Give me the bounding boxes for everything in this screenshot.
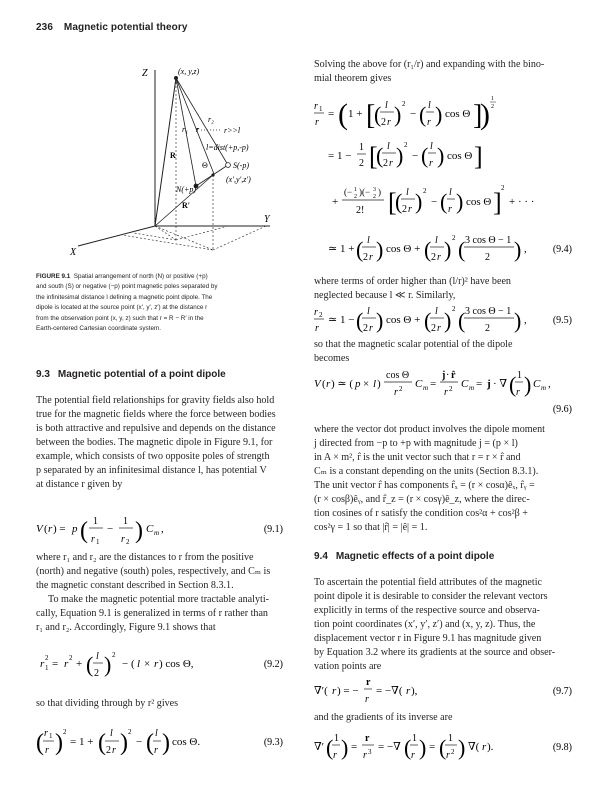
- svg-text:l: l: [435, 306, 438, 317]
- svg-text:),: ),: [411, 685, 418, 697]
- svg-text:): ): [162, 730, 170, 756]
- equation-9-3-label: (9.3): [263, 737, 283, 748]
- svg-text:(: (: [146, 730, 154, 756]
- svg-text:+ · · ·: + · · ·: [509, 196, 535, 208]
- equation-9-1: [36, 510, 298, 550]
- svg-text:−: −: [431, 196, 438, 208]
- svg-text:2: 2: [63, 728, 67, 736]
- svg-text:r: r: [91, 534, 95, 545]
- svg-text:×: ×: [363, 378, 370, 390]
- svg-text:−: −: [412, 150, 419, 162]
- svg-text:C: C: [461, 378, 469, 390]
- svg-text:): ): [55, 730, 63, 756]
- equation-9-7: [314, 674, 576, 710]
- svg-text:1: 1: [448, 733, 453, 744]
- l-dist-label: l=dist(+p,-p): [206, 143, 249, 152]
- svg-text:(−: (−: [344, 187, 353, 197]
- svg-text:(: (: [374, 102, 382, 127]
- svg-text:− (: − (: [122, 658, 135, 670]
- equation-9-8-label: (9.8): [552, 742, 572, 753]
- svg-text:): ): [104, 652, 112, 677]
- svg-text:): ): [480, 98, 490, 131]
- svg-text:,: ,: [524, 314, 527, 326]
- svg-text:(: (: [458, 308, 466, 333]
- svg-text:=: =: [430, 378, 437, 390]
- south-pole-dot: [226, 163, 231, 168]
- svg-text:r: r: [333, 750, 337, 761]
- svg-text:(: (: [421, 143, 429, 168]
- figure-caption: FIGURE 9.1 Spatial arrangement of north (N) or positive (+p) and south (S) or negative (−p) point magnetic poles separated by the infinitesimal distance l defining a magnetic point dipole. The dipole is located at the source point (x′, y′, z′) at the distance r from the observation point (x, y, z) such that r = R − R′ in the Earth-centered Cartesian coordinate system.: [36, 273, 218, 333]
- r-gg-l-label: r>>l: [224, 126, 241, 135]
- svg-text:1: 1: [517, 370, 522, 381]
- theta-label: Θ: [202, 161, 208, 170]
- svg-text:(: (: [376, 143, 384, 168]
- svg-text:r: r: [429, 158, 433, 169]
- svg-text:r: r: [45, 745, 49, 756]
- right-paragraph-5: To ascertain the potential field attributes of the magnetic point dipole it is desirable to consider the relevant vectors explicitly in terms of the respective source and observa- tion point coordinates (x′, y′, z′) and (x, y, z). Thus, the displacement vector r in Figure 9.1 has magnitude given by Equation 3.2 where its gradients at the source and obser- vation points are: [314, 577, 556, 672]
- svg-text:l: l: [406, 187, 409, 198]
- svg-text:2: 2: [363, 323, 368, 334]
- svg-text:·: ·: [446, 370, 450, 381]
- left-paragraph-4: so that dividing through by r² gives: [36, 698, 179, 709]
- svg-text:r: r: [365, 733, 370, 744]
- svg-text:r: r: [389, 158, 393, 169]
- svg-text:l: l: [96, 651, 99, 662]
- svg-text:r: r: [40, 658, 45, 670]
- page-number: 236: [36, 22, 53, 33]
- svg-text:): ): [444, 308, 452, 333]
- svg-text:]: ]: [473, 100, 483, 131]
- equation-9-4: [314, 92, 576, 274]
- svg-text:r: r: [44, 728, 48, 739]
- svg-text:r: r: [427, 117, 431, 128]
- svg-text:2: 2: [452, 305, 456, 313]
- svg-text:1: 1: [354, 187, 357, 193]
- svg-text:(: (: [424, 237, 432, 262]
- svg-text:r: r: [369, 323, 373, 334]
- svg-text:,: ,: [524, 243, 527, 255]
- svg-text:r: r: [448, 204, 452, 215]
- svg-text:]: ]: [493, 188, 502, 217]
- svg-text:(: (: [98, 730, 106, 756]
- svg-text:−: −: [136, 736, 143, 748]
- svg-text:(: (: [86, 652, 94, 677]
- right-paragraph-2: where terms of order higher than (l/r)² have been neglected because l ≪ r. Similarly,: [314, 276, 511, 301]
- svg-text:): ): [120, 730, 128, 756]
- caption-label: FIGURE 9.1: [36, 273, 71, 280]
- svg-text:2: 2: [354, 194, 357, 200]
- svg-text:2: 2: [423, 187, 427, 195]
- svg-text:r: r: [444, 387, 448, 398]
- section-heading-9-4: 9.4 Magnetic effects of a point dipole: [314, 551, 495, 562]
- svg-text:r: r: [332, 685, 337, 697]
- svg-text:−: −: [107, 523, 114, 535]
- running-header: [36, 22, 188, 33]
- svg-text:=: =: [351, 741, 358, 753]
- svg-text:j: j: [487, 378, 491, 390]
- svg-text:∇′(: ∇′(: [314, 685, 328, 697]
- right-paragraph-3: so that the magnetic scalar potential of the dipole becomes: [314, 339, 513, 364]
- svg-text:): ): [444, 237, 452, 262]
- source-point-label: (x′,y′,z′): [226, 175, 251, 184]
- svg-text:(: (: [424, 308, 432, 333]
- svg-text:cos Θ: cos Θ: [445, 108, 471, 120]
- svg-text:r: r: [154, 745, 158, 756]
- svg-text:1: 1: [359, 142, 364, 153]
- svg-text:cos Θ.: cos Θ.: [172, 736, 201, 748]
- svg-text:r: r: [314, 307, 318, 318]
- svg-text:2: 2: [485, 323, 490, 334]
- svg-text:(: (: [458, 237, 466, 262]
- svg-text:): ): [378, 187, 381, 197]
- svg-text:= 1 +: = 1 +: [70, 736, 94, 748]
- svg-text:· ∇: · ∇: [493, 378, 508, 390]
- svg-text:r: r: [406, 685, 411, 697]
- svg-text:l: l: [428, 100, 431, 111]
- svg-text:r: r: [408, 204, 412, 215]
- svg-text:) cos Θ,: ) cos Θ,: [159, 658, 194, 670]
- svg-text:2: 2: [431, 323, 436, 334]
- svg-text:]: ]: [474, 142, 483, 171]
- z-axis-label: Z: [142, 68, 148, 79]
- svg-text:2: 2: [45, 654, 49, 662]
- svg-text:r: r: [121, 534, 125, 545]
- vector-r2-label: r₂: [208, 115, 214, 124]
- svg-text:1: 1: [319, 105, 323, 113]
- svg-text:r̂: r̂: [451, 370, 456, 381]
- right-paragraph-4: where the vector dot product involves the dipole moment j directed from −p to +p with magnitude j = (p × l) in A × m², r̂ is the unit vector such that r = r × r̂ and Cₘ is a constant depending on the units (Section 8.3.1). The unit vector r̂ has components r̂ₓ = (r × cosα)êₓ, r̂ᵧ = (r × cosβ)êᵧ, and r̂_z = (r × cosγ)ê_z, where the direc- tion cosines of r satisfy the condition cos²α + cos²β + cos²γ = 1 so that |r̂| = |ê| = 1.: [314, 424, 545, 533]
- figure-9-1: [30, 58, 305, 278]
- svg-text:2: 2: [383, 158, 388, 169]
- svg-text:).: ).: [487, 741, 494, 753]
- svg-text:2: 2: [485, 252, 490, 263]
- svg-text:(: (: [80, 518, 88, 544]
- vector-R-label: R: [170, 151, 176, 160]
- svg-text:C: C: [533, 378, 541, 390]
- svg-text:r: r: [365, 694, 369, 705]
- svg-text:): ): [377, 378, 381, 390]
- svg-text:2: 2: [449, 385, 453, 393]
- svg-text:2: 2: [112, 651, 116, 659]
- svg-text:2: 2: [501, 184, 505, 192]
- svg-text:r: r: [437, 323, 441, 334]
- svg-text:): ): [396, 143, 404, 168]
- svg-text:3: 3: [373, 187, 376, 193]
- svg-text:): ): [524, 372, 532, 397]
- svg-text:r: r: [314, 101, 318, 112]
- svg-text:=: =: [328, 108, 335, 120]
- svg-text:) =: ) =: [53, 523, 66, 535]
- observation-point-label: (x, y,z): [178, 67, 200, 76]
- svg-text:): ): [514, 237, 522, 262]
- svg-text:= 1 −: = 1 −: [328, 150, 352, 162]
- svg-text:2: 2: [451, 748, 455, 756]
- svg-text:r: r: [516, 387, 520, 398]
- equation-9-8: [314, 728, 576, 766]
- svg-text:2: 2: [126, 538, 130, 546]
- svg-text:l: l: [449, 187, 452, 198]
- svg-text:) ≃ (: ) ≃ (: [331, 378, 354, 390]
- svg-text:r: r: [154, 658, 159, 670]
- svg-text:m: m: [154, 529, 160, 537]
- svg-text:r: r: [48, 523, 53, 535]
- svg-text:(: (: [395, 189, 403, 214]
- svg-text:3: 3: [368, 748, 372, 756]
- svg-text:2: 2: [431, 252, 436, 263]
- svg-text:1: 1: [96, 538, 100, 546]
- svg-text:): ): [341, 735, 349, 760]
- svg-text:−: −: [410, 108, 417, 120]
- equation-9-5-label: (9.5): [552, 315, 572, 326]
- svg-text:p: p: [355, 378, 361, 390]
- left-paragraph-1: The potential field relationships for gravity fields also hold true for the magnetic fields where the force between bodies is both attractive and repulsive and depends on the distance between the bodies. The magnetic dipole in Figure 9.1, for example, which consists of two opposite poles of strength p separated by an infinitesimal distance l, has potential V at distance r given by: [36, 395, 276, 490]
- svg-text:2: 2: [69, 654, 73, 662]
- equation-9-6: [314, 365, 576, 415]
- svg-text:): ): [135, 518, 143, 544]
- svg-text:1: 1: [93, 516, 98, 527]
- svg-text:2: 2: [404, 141, 408, 149]
- svg-text:,: ,: [548, 378, 551, 390]
- svg-text:+: +: [332, 196, 339, 208]
- svg-text:[: [: [388, 188, 397, 217]
- svg-text:2!: 2!: [356, 205, 365, 216]
- svg-text:): ): [376, 237, 384, 262]
- left-paragraph-3: To make the magnetic potential more tractable analyti- cally, Equation 9.1 is generalized in terms of r rather than r₁ and r₂. Accordingly, Figure 9.1 shows that: [36, 594, 269, 633]
- svg-text:l: l: [137, 658, 141, 670]
- svg-text:j: j: [442, 370, 446, 381]
- svg-text:l: l: [155, 728, 158, 739]
- svg-text:V: V: [36, 523, 43, 535]
- svg-text:2: 2: [106, 745, 111, 756]
- svg-text:=: =: [52, 658, 59, 670]
- svg-text:2: 2: [399, 385, 403, 393]
- svg-text:(: (: [439, 735, 447, 760]
- svg-text:): ): [456, 189, 464, 214]
- svg-text:l: l: [435, 235, 438, 246]
- equation-9-6-label: (9.6): [552, 404, 572, 415]
- south-pole-label: S(-p): [233, 161, 249, 170]
- svg-text:3 cos Θ − 1: 3 cos Θ − 1: [465, 306, 512, 317]
- svg-text:r: r: [369, 252, 373, 263]
- x-axis: [78, 226, 155, 246]
- svg-text:r: r: [394, 387, 398, 398]
- svg-text:l: l: [373, 378, 377, 390]
- left-paragraph-2: where r₁ and r₂ are the distances to r from the positive (north) and negative (south) poles, respectively, and Cₘ is the magnetic constant described in Section 8.3.1.: [36, 552, 271, 591]
- svg-text:m: m: [541, 384, 547, 392]
- svg-text:l: l: [110, 728, 113, 739]
- svg-text:): ): [415, 189, 423, 214]
- svg-text:(: (: [419, 102, 427, 127]
- equation-9-5: [314, 300, 576, 340]
- svg-text:≃ 1 +: ≃ 1 +: [328, 243, 355, 255]
- vector-r-label: r: [196, 125, 200, 134]
- svg-text:2: 2: [359, 158, 364, 169]
- svg-text:): ): [419, 735, 427, 760]
- svg-text:=: =: [429, 741, 436, 753]
- svg-text:cos Θ +: cos Θ +: [386, 243, 421, 255]
- svg-text:= −∇: = −∇: [378, 741, 401, 753]
- svg-text:(: (: [326, 735, 334, 760]
- y-axis-label: Y: [264, 214, 270, 225]
- running-title: Magnetic potential theory: [63, 22, 188, 33]
- svg-text:1: 1: [334, 733, 339, 744]
- svg-text:1: 1: [491, 96, 494, 102]
- svg-text:(: (: [322, 378, 326, 390]
- svg-text:(: (: [338, 98, 348, 131]
- svg-text:(: (: [356, 237, 364, 262]
- svg-text:r: r: [446, 750, 450, 761]
- vector-r1-label: r₁: [182, 125, 188, 134]
- svg-text:1 +: 1 +: [348, 108, 363, 120]
- svg-text:r: r: [482, 741, 487, 753]
- x-axis-label: X: [70, 247, 77, 258]
- svg-text:(: (: [509, 372, 517, 397]
- svg-text:1: 1: [123, 516, 128, 527]
- svg-text:l: l: [387, 141, 390, 152]
- svg-text:(: (: [36, 730, 44, 756]
- svg-text:C: C: [146, 523, 154, 535]
- svg-text:×: ×: [144, 658, 151, 670]
- svg-text:(: (: [404, 735, 412, 760]
- svg-text:,: ,: [161, 523, 164, 535]
- svg-text:)(−: )(−: [359, 187, 371, 197]
- equation-9-3: [36, 722, 298, 764]
- svg-text:r: r: [411, 750, 415, 761]
- svg-text:l: l: [367, 235, 370, 246]
- svg-text:(: (: [356, 308, 364, 333]
- svg-text:2: 2: [363, 252, 368, 263]
- svg-text:cos Θ +: cos Θ +: [386, 314, 421, 326]
- svg-text:2: 2: [373, 194, 376, 200]
- svg-text:2: 2: [452, 234, 456, 242]
- svg-text:p: p: [72, 523, 78, 535]
- section-heading-9-3: 9.3 Magnetic potential of a point dipole: [36, 369, 226, 380]
- svg-text:cos Θ: cos Θ: [386, 370, 410, 381]
- svg-text:l: l: [430, 141, 433, 152]
- svg-text:r: r: [363, 750, 367, 761]
- svg-text:r: r: [366, 677, 371, 688]
- svg-text:): ): [394, 102, 402, 127]
- svg-text:cos Θ: cos Θ: [447, 150, 473, 162]
- svg-text:1: 1: [49, 732, 53, 740]
- svg-text:r: r: [326, 378, 331, 390]
- svg-text:C: C: [415, 378, 423, 390]
- svg-text:=: =: [476, 378, 483, 390]
- svg-text:): ): [514, 308, 522, 333]
- svg-text:r: r: [437, 252, 441, 263]
- svg-text:m: m: [423, 384, 429, 392]
- svg-text:[: [: [366, 100, 376, 131]
- svg-text:1: 1: [45, 664, 49, 672]
- equation-9-2: [36, 645, 298, 683]
- right-paragraph-6: and the gradients of its inverse are: [314, 712, 453, 723]
- right-paragraph-1: Solving the above for (r₁/r) and expanding with the bino- mial theorem gives: [314, 59, 545, 84]
- svg-text:r: r: [387, 117, 391, 128]
- svg-text:r: r: [112, 745, 116, 756]
- north-pole-label: N(+p): [176, 185, 197, 194]
- svg-text:): ): [437, 143, 445, 168]
- equation-9-7-label: (9.7): [552, 686, 572, 697]
- svg-text:V: V: [314, 378, 321, 390]
- svg-text:2: 2: [381, 117, 386, 128]
- vector-R-prime-label: R′: [182, 201, 191, 210]
- svg-text:): ): [376, 308, 384, 333]
- svg-text:): ): [435, 102, 443, 127]
- svg-text:cos Θ: cos Θ: [466, 196, 492, 208]
- equation-9-1-label: (9.1): [263, 524, 283, 535]
- svg-text:= −∇(: = −∇(: [376, 685, 403, 697]
- svg-text:2: 2: [94, 668, 99, 679]
- svg-text:2: 2: [402, 204, 407, 215]
- svg-text:≃ 1 −: ≃ 1 −: [328, 314, 355, 326]
- svg-text:2: 2: [128, 728, 132, 736]
- svg-text:+: +: [76, 658, 83, 670]
- svg-text:) = −: ) = −: [337, 685, 359, 697]
- equation-9-2-label: (9.2): [263, 659, 283, 670]
- svg-text:(: (: [44, 523, 48, 535]
- svg-text:): ): [458, 735, 466, 760]
- svg-text:∇′: ∇′: [314, 741, 325, 753]
- svg-text:∇(: ∇(: [468, 741, 480, 753]
- svg-text:3 cos Θ − 1: 3 cos Θ − 1: [465, 235, 512, 246]
- svg-text:(: (: [440, 189, 448, 214]
- svg-text:2: 2: [402, 100, 406, 108]
- svg-text:m: m: [469, 384, 475, 392]
- svg-text:1: 1: [412, 733, 417, 744]
- svg-text:r: r: [315, 117, 319, 128]
- svg-text:l: l: [385, 100, 388, 111]
- svg-text:r: r: [64, 658, 69, 670]
- equation-9-4-label: (9.4): [552, 244, 572, 255]
- svg-text:l: l: [367, 306, 370, 317]
- svg-text:[: [: [369, 142, 378, 171]
- svg-text:2: 2: [319, 311, 323, 319]
- svg-text:r: r: [315, 323, 319, 334]
- svg-text:2: 2: [491, 104, 494, 110]
